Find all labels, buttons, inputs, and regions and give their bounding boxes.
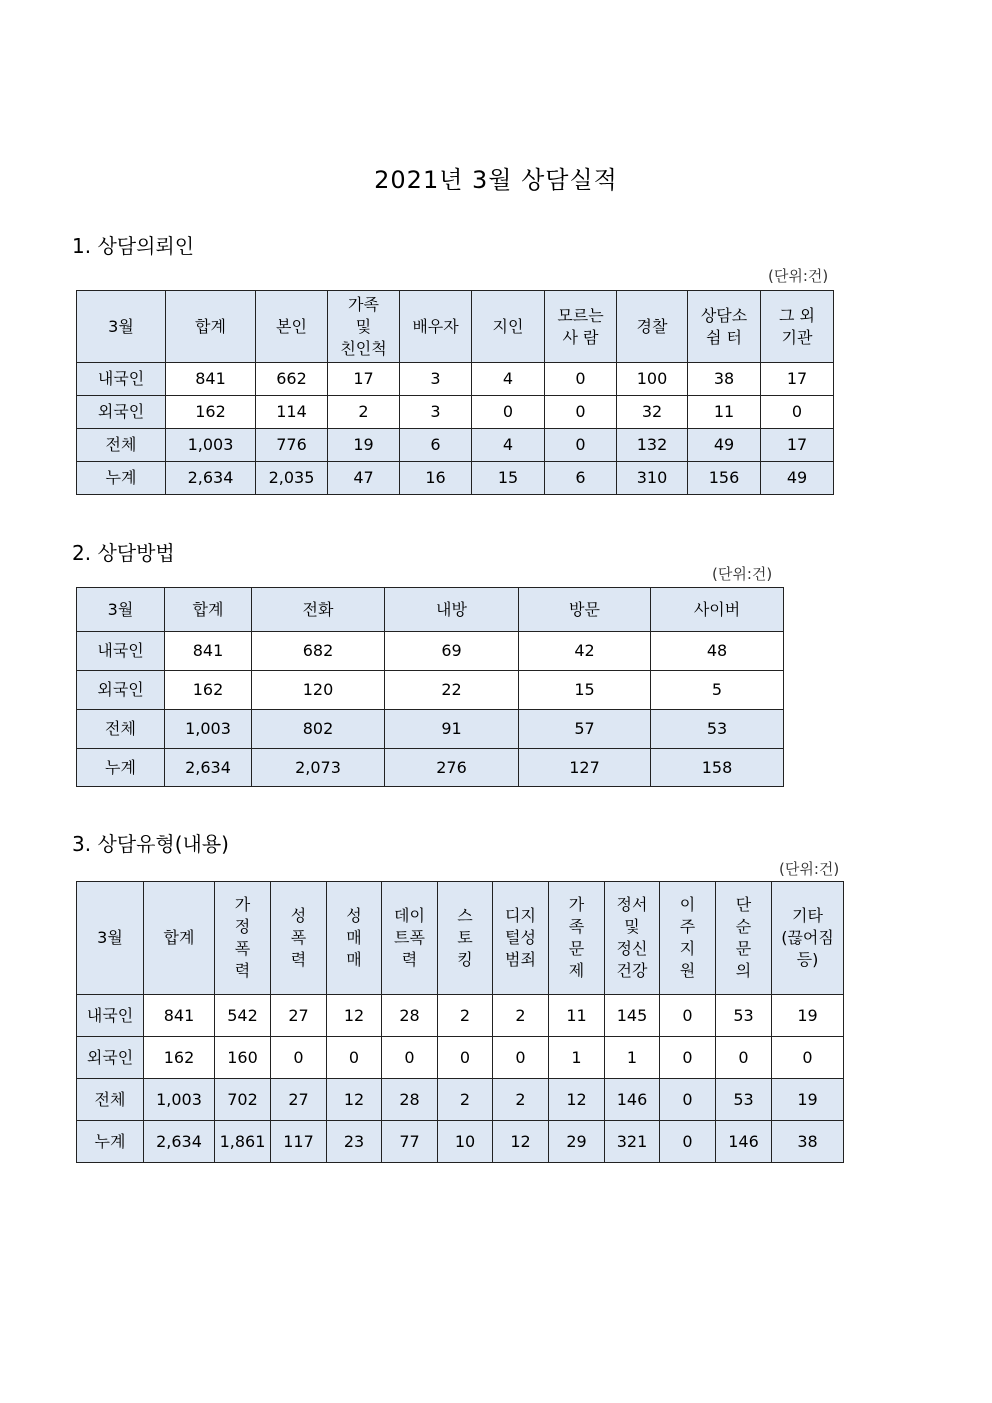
referrer-cell: 6 [400,429,472,462]
type-cell: 2 [438,995,493,1037]
type-table [76,881,844,1163]
referrer-header-cell: 경찰 [617,291,688,363]
method-row-label: 전체 [77,710,165,749]
type-cell: 841 [144,995,215,1037]
referrer-cell: 114 [256,396,328,429]
method-cell: 15 [519,671,651,710]
type-cell: 53 [716,1079,772,1121]
type-cell: 53 [716,995,772,1037]
type-cell: 0 [271,1037,327,1079]
type-cell: 145 [605,995,660,1037]
type-cell: 0 [327,1037,382,1079]
referrer-row-label: 외국인 [77,396,166,429]
type-header-cell: 데이 트폭 력 [382,882,438,995]
type-cell: 321 [605,1121,660,1163]
referrer-cell: 17 [761,429,834,462]
type-row [77,1121,844,1163]
referrer-cell: 17 [328,363,400,396]
referrer-cell: 4 [472,429,545,462]
type-cell: 0 [772,1037,844,1079]
type-header-cell: 가 족 문 제 [549,882,605,995]
method-cell: 802 [252,710,385,749]
type-cell: 28 [382,1079,438,1121]
referrer-cell: 49 [688,429,761,462]
section2-title: 2. 상담방법 [72,541,175,565]
type-cell: 0 [660,1121,716,1163]
referrer-cell: 2,035 [256,462,328,495]
type-header-cell: 가 정 폭 력 [215,882,271,995]
method-cell: 841 [165,632,252,671]
referrer-cell: 156 [688,462,761,495]
referrer-cell: 841 [166,363,256,396]
type-cell: 12 [493,1121,549,1163]
type-cell: 542 [215,995,271,1037]
type-cell: 146 [605,1079,660,1121]
type-row [77,1037,844,1079]
method-header-row [77,588,784,632]
method-cell: 22 [385,671,519,710]
type-cell: 12 [549,1079,605,1121]
type-cell: 2 [438,1079,493,1121]
method-cell: 158 [651,749,784,787]
type-cell: 1,003 [144,1079,215,1121]
method-cell: 57 [519,710,651,749]
referrer-cell: 0 [545,396,617,429]
type-cell: 12 [327,995,382,1037]
referrer-cell: 2,634 [166,462,256,495]
method-cell: 2,634 [165,749,252,787]
referrer-header-cell: 3월 [77,291,166,363]
referrer-cell: 32 [617,396,688,429]
method-row-label: 내국인 [77,632,165,671]
referrer-row-label: 내국인 [77,363,166,396]
method-header-cell: 전화 [252,588,385,632]
type-cell: 0 [660,1037,716,1079]
method-header-cell: 합계 [165,588,252,632]
referrer-cell: 3 [400,396,472,429]
referrer-header-cell: 그 외 기관 [761,291,834,363]
referrer-cell: 49 [761,462,834,495]
method-cell: 5 [651,671,784,710]
type-header-cell: 스 토 킹 [438,882,493,995]
type-header-cell: 성 매 매 [327,882,382,995]
type-cell: 19 [772,1079,844,1121]
method-row [77,749,784,787]
method-header-cell: 방문 [519,588,651,632]
section2-unit: (단위:건) [712,565,773,583]
method-row [77,632,784,671]
type-cell: 0 [716,1037,772,1079]
referrer-cell: 11 [688,396,761,429]
type-cell: 2,634 [144,1121,215,1163]
method-table [76,587,784,787]
type-header-cell: 이 주 지 원 [660,882,716,995]
type-cell: 702 [215,1079,271,1121]
method-cell: 91 [385,710,519,749]
type-cell: 1 [549,1037,605,1079]
referrer-cell: 2 [328,396,400,429]
type-cell: 0 [660,995,716,1037]
type-cell: 146 [716,1121,772,1163]
referrer-cell: 100 [617,363,688,396]
type-cell: 10 [438,1121,493,1163]
type-row-label: 외국인 [77,1037,144,1079]
referrer-cell: 47 [328,462,400,495]
type-cell: 12 [327,1079,382,1121]
referrer-cell: 310 [617,462,688,495]
type-header-cell: 3월 [77,882,144,995]
type-cell: 28 [382,995,438,1037]
referrer-table [76,290,834,495]
method-row-label: 외국인 [77,671,165,710]
type-header-cell: 단 순 문 의 [716,882,772,995]
method-cell: 127 [519,749,651,787]
referrer-row [77,396,834,429]
referrer-cell: 17 [761,363,834,396]
type-cell: 2 [493,995,549,1037]
type-row-label: 내국인 [77,995,144,1037]
referrer-row [77,462,834,495]
referrer-header-cell: 모르는 사 람 [545,291,617,363]
type-header-cell: 합계 [144,882,215,995]
type-header-cell: 디지 털성 범죄 [493,882,549,995]
type-row-label: 전체 [77,1079,144,1121]
type-cell: 162 [144,1037,215,1079]
section3-title: 3. 상담유형(내용) [72,832,229,856]
referrer-header-row [77,291,834,363]
referrer-cell: 132 [617,429,688,462]
referrer-row [77,363,834,396]
referrer-cell: 16 [400,462,472,495]
type-cell: 117 [271,1121,327,1163]
method-header-cell: 3월 [77,588,165,632]
type-row [77,1079,844,1121]
referrer-row-label: 전체 [77,429,166,462]
referrer-cell: 1,003 [166,429,256,462]
referrer-cell: 162 [166,396,256,429]
type-cell: 0 [660,1079,716,1121]
method-cell: 276 [385,749,519,787]
referrer-cell: 0 [545,363,617,396]
type-cell: 19 [772,995,844,1037]
referrer-cell: 776 [256,429,328,462]
type-cell: 77 [382,1121,438,1163]
referrer-cell: 662 [256,363,328,396]
type-cell: 160 [215,1037,271,1079]
referrer-cell: 4 [472,363,545,396]
page-title: 2021년 3월 상담실적 [374,166,618,194]
type-row [77,995,844,1037]
type-header-cell: 기타 (끊어짐 등) [772,882,844,995]
method-cell: 682 [252,632,385,671]
method-cell: 69 [385,632,519,671]
type-cell: 1 [605,1037,660,1079]
type-cell: 2 [493,1079,549,1121]
referrer-cell: 6 [545,462,617,495]
referrer-header-cell: 배우자 [400,291,472,363]
type-row-label: 누계 [77,1121,144,1163]
section3-unit: (단위:건) [779,860,840,878]
type-cell: 27 [271,1079,327,1121]
referrer-cell: 0 [545,429,617,462]
referrer-cell: 0 [761,396,834,429]
method-cell: 2,073 [252,749,385,787]
method-row-label: 누계 [77,749,165,787]
type-cell: 0 [438,1037,493,1079]
type-cell: 0 [382,1037,438,1079]
referrer-header-cell: 지인 [472,291,545,363]
type-header-row [77,882,844,995]
method-row [77,671,784,710]
type-cell: 27 [271,995,327,1037]
referrer-row [77,429,834,462]
section1-unit: (단위:건) [768,267,829,285]
type-cell: 38 [772,1121,844,1163]
referrer-header-cell: 가족 및 친인척 [328,291,400,363]
referrer-cell: 38 [688,363,761,396]
referrer-cell: 15 [472,462,545,495]
referrer-header-cell: 상담소 쉼 터 [688,291,761,363]
referrer-cell: 19 [328,429,400,462]
type-cell: 1,861 [215,1121,271,1163]
method-header-cell: 내방 [385,588,519,632]
type-header-cell: 정서 및 정신 건강 [605,882,660,995]
referrer-row-label: 누계 [77,462,166,495]
method-cell: 53 [651,710,784,749]
type-cell: 11 [549,995,605,1037]
type-cell: 0 [493,1037,549,1079]
type-cell: 29 [549,1121,605,1163]
method-row [77,710,784,749]
referrer-header-cell: 합계 [166,291,256,363]
type-header-cell: 성 폭 력 [271,882,327,995]
referrer-cell: 3 [400,363,472,396]
method-cell: 42 [519,632,651,671]
referrer-cell: 0 [472,396,545,429]
method-cell: 1,003 [165,710,252,749]
type-cell: 23 [327,1121,382,1163]
method-cell: 48 [651,632,784,671]
method-cell: 120 [252,671,385,710]
method-header-cell: 사이버 [651,588,784,632]
method-cell: 162 [165,671,252,710]
referrer-header-cell: 본인 [256,291,328,363]
section1-title: 1. 상담의뢰인 [72,234,195,258]
